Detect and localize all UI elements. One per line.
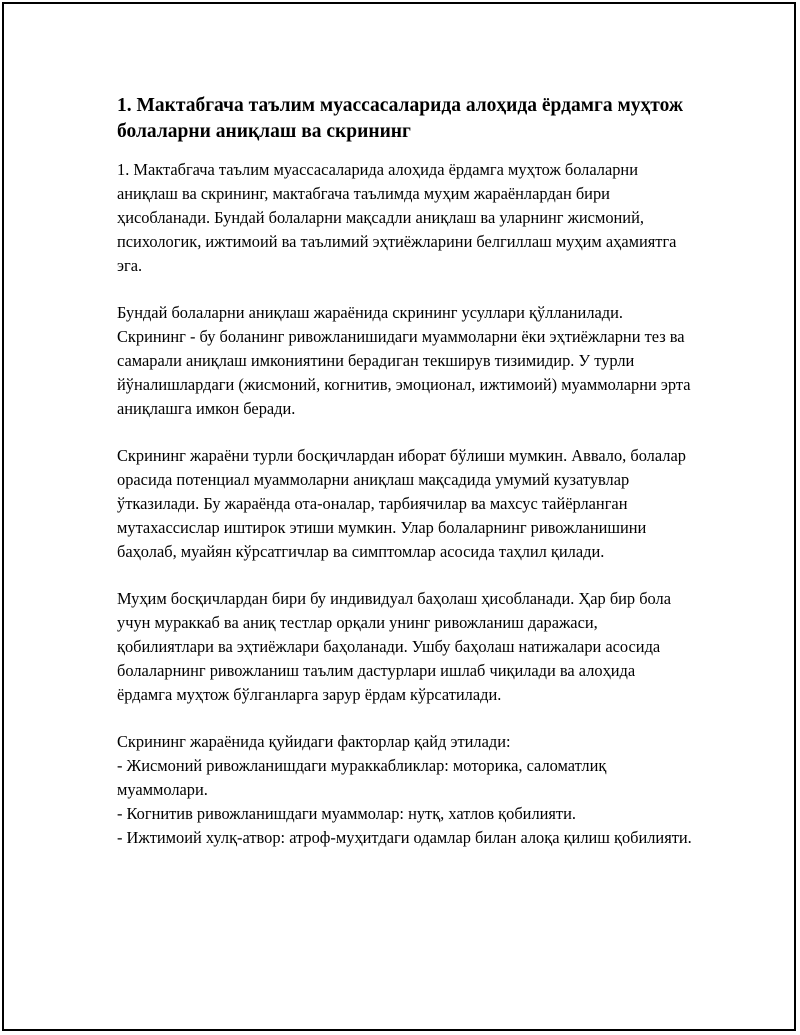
- paragraph-3: Скрининг жараёни турли босқичлардан иборат бўлиши мумкин. Аввало, болалар орасида потенциал муаммоларни аниқлаш мақсадида умумий кузатувлар ўтказилади. Бу жараёнда ота-оналар, тарбиячилар ва махсус тайёрланган мутахассислар иштирок этиши мумкин. Улар болаларнинг ривожланишини баҳолаб, муайян кўрсатгичлар ва симптомлар асосида таҳлил қилади.: [117, 446, 686, 561]
- list-item: - Ижтимоий хулқ-атвор: атроф-муҳитдаги одамлар билан алоқа қилиш қобилияти.: [117, 828, 692, 847]
- list-item: - Когнитив ривожланишдаги муаммолар: нутқ, хатлов қобилияти.: [117, 804, 576, 823]
- list-intro: Скрининг жараёнида қуйидаги факторлар қайд этилади:: [117, 732, 511, 751]
- document-heading: 1. Мактабгача таълим муассасаларида алоҳида ёрдамга муҳтож болаларни аниқлаш ва скрининг: [117, 95, 684, 142]
- list-item: - Жисмоний ривожланишдаги мураккабликлар: моторика, саломатлиқ муаммолари.: [117, 756, 607, 799]
- paragraph-2: Бундай болаларни аниқлаш жараёнида скрининг усуллари қўлланилади. Скрининг - бу боланинг ривожланишидаги муаммоларни ёки эҳтиёжларни тез ва самарали аниқлаш имкониятини берадиган текширув тизимидир. У турли йўналишлардаги (жисмоний, когнитив, эмоционал, ижтимоий) муаммоларни эрта аниқлашга имкон беради.: [117, 303, 691, 418]
- paragraph-4: Муҳим босқичлардан бири бу индивидуал баҳолаш ҳисобланади. Ҳар бир бола учун мураккаб ва аниқ тестлар орқали унинг ривожланиш даражаси, қобилиятлари ва эҳтиёжлари баҳоланади. Ушбу баҳолаш натижалари асосида болаларнинг ривожланиш таълим дастурлари ишлаб чиқилади ва алоҳида ёрдамга муҳтож бўлганларга зарур ёрдам кўрсатилади.: [117, 589, 671, 704]
- paragraph-1: 1. Мактабгача таълим муассасаларида алоҳида ёрдамга муҳтож болаларни аниқлаш ва скрининг, мактабгача таълимда муҳим жараёнлардан бири ҳисобланади. Бундай болаларни мақсадли аниқлаш ва уларнинг жисмоний, психологик, ижтимоий ва таълимий эҳтиёжларини белгиллаш муҳим аҳамиятга эга.: [117, 160, 677, 275]
- factor-list: [117, 730, 692, 850]
- document-body: [117, 93, 692, 850]
